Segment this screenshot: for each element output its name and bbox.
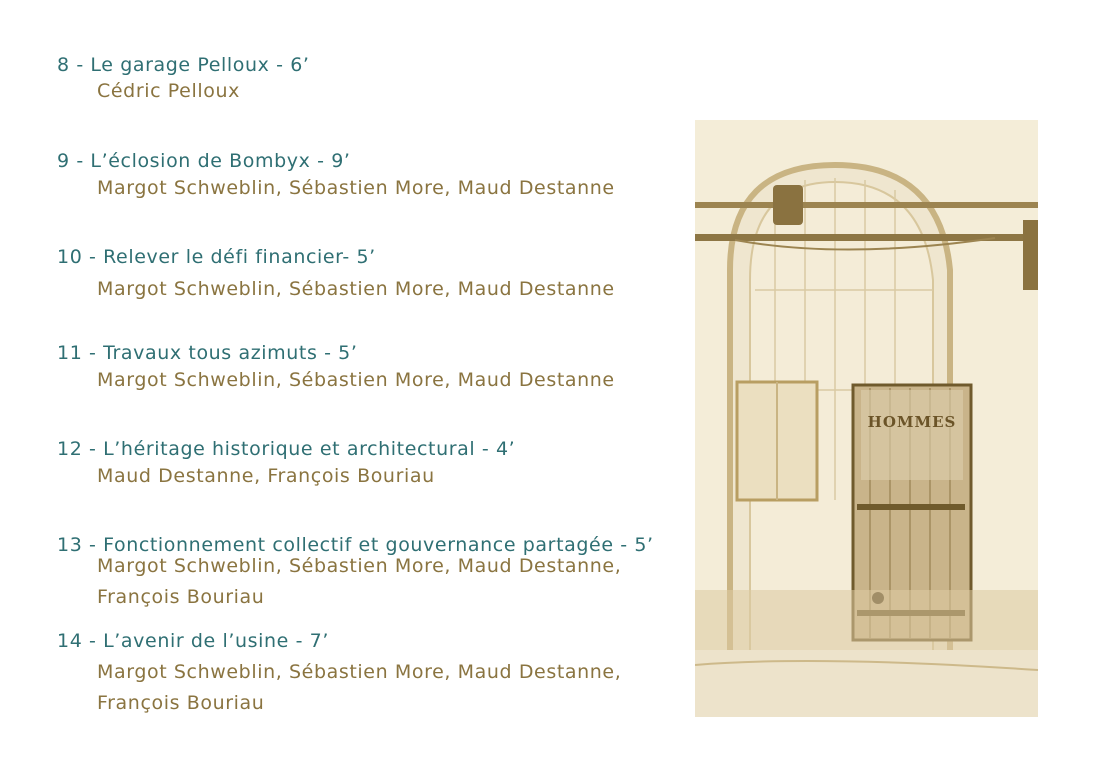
entry-authors-line: Cédric Pelloux — [97, 80, 240, 102]
entry-authors-line: Margot Schweblin, Sébastien More, Maud Destanne — [97, 369, 615, 391]
program-entry-12 — [57, 437, 515, 492]
entry-title: 8 - Le garage Pelloux - 6’ — [57, 54, 310, 76]
entry-authors-line: Margot Schweblin, Sébastien More, Maud Destanne — [97, 177, 615, 199]
entry-authors-line: Margot Schweblin, Sébastien More, Maud Destanne, — [97, 661, 622, 683]
entry-authors-line: Margot Schweblin, Sébastien More, Maud Destanne, — [97, 555, 622, 577]
program-entry-14 — [57, 629, 621, 719]
program-entry-10 — [57, 245, 615, 305]
program-entry-9 — [57, 149, 615, 204]
program-entry-11 — [57, 341, 615, 396]
entry-title: 12 - L’héritage historique et architectural - 4’ — [57, 438, 516, 460]
door-sign-text: HOMMES — [867, 413, 957, 431]
doorway-photo — [695, 120, 1038, 717]
entry-authors-line: Maud Destanne, François Bouriau — [97, 465, 435, 487]
program-entry-8 — [57, 53, 310, 107]
entry-title: 9 - L’éclosion de Bombyx - 9’ — [57, 150, 351, 172]
entry-title: 14 - L’avenir de l’usine - 7’ — [57, 630, 330, 652]
entry-title: 13 - Fonctionnement collectif et gouvernance partagée - 5’ — [57, 534, 654, 556]
entry-title: 11 - Travaux tous azimuts - 5’ — [57, 342, 358, 364]
entry-authors-line: Margot Schweblin, Sébastien More, Maud Destanne — [97, 278, 615, 300]
program-entry-13 — [57, 533, 654, 613]
entry-title: 10 - Relever le défi financier- 5’ — [57, 246, 376, 268]
entry-authors-line: François Bouriau — [97, 692, 265, 714]
entry-authors-line: François Bouriau — [97, 586, 265, 608]
